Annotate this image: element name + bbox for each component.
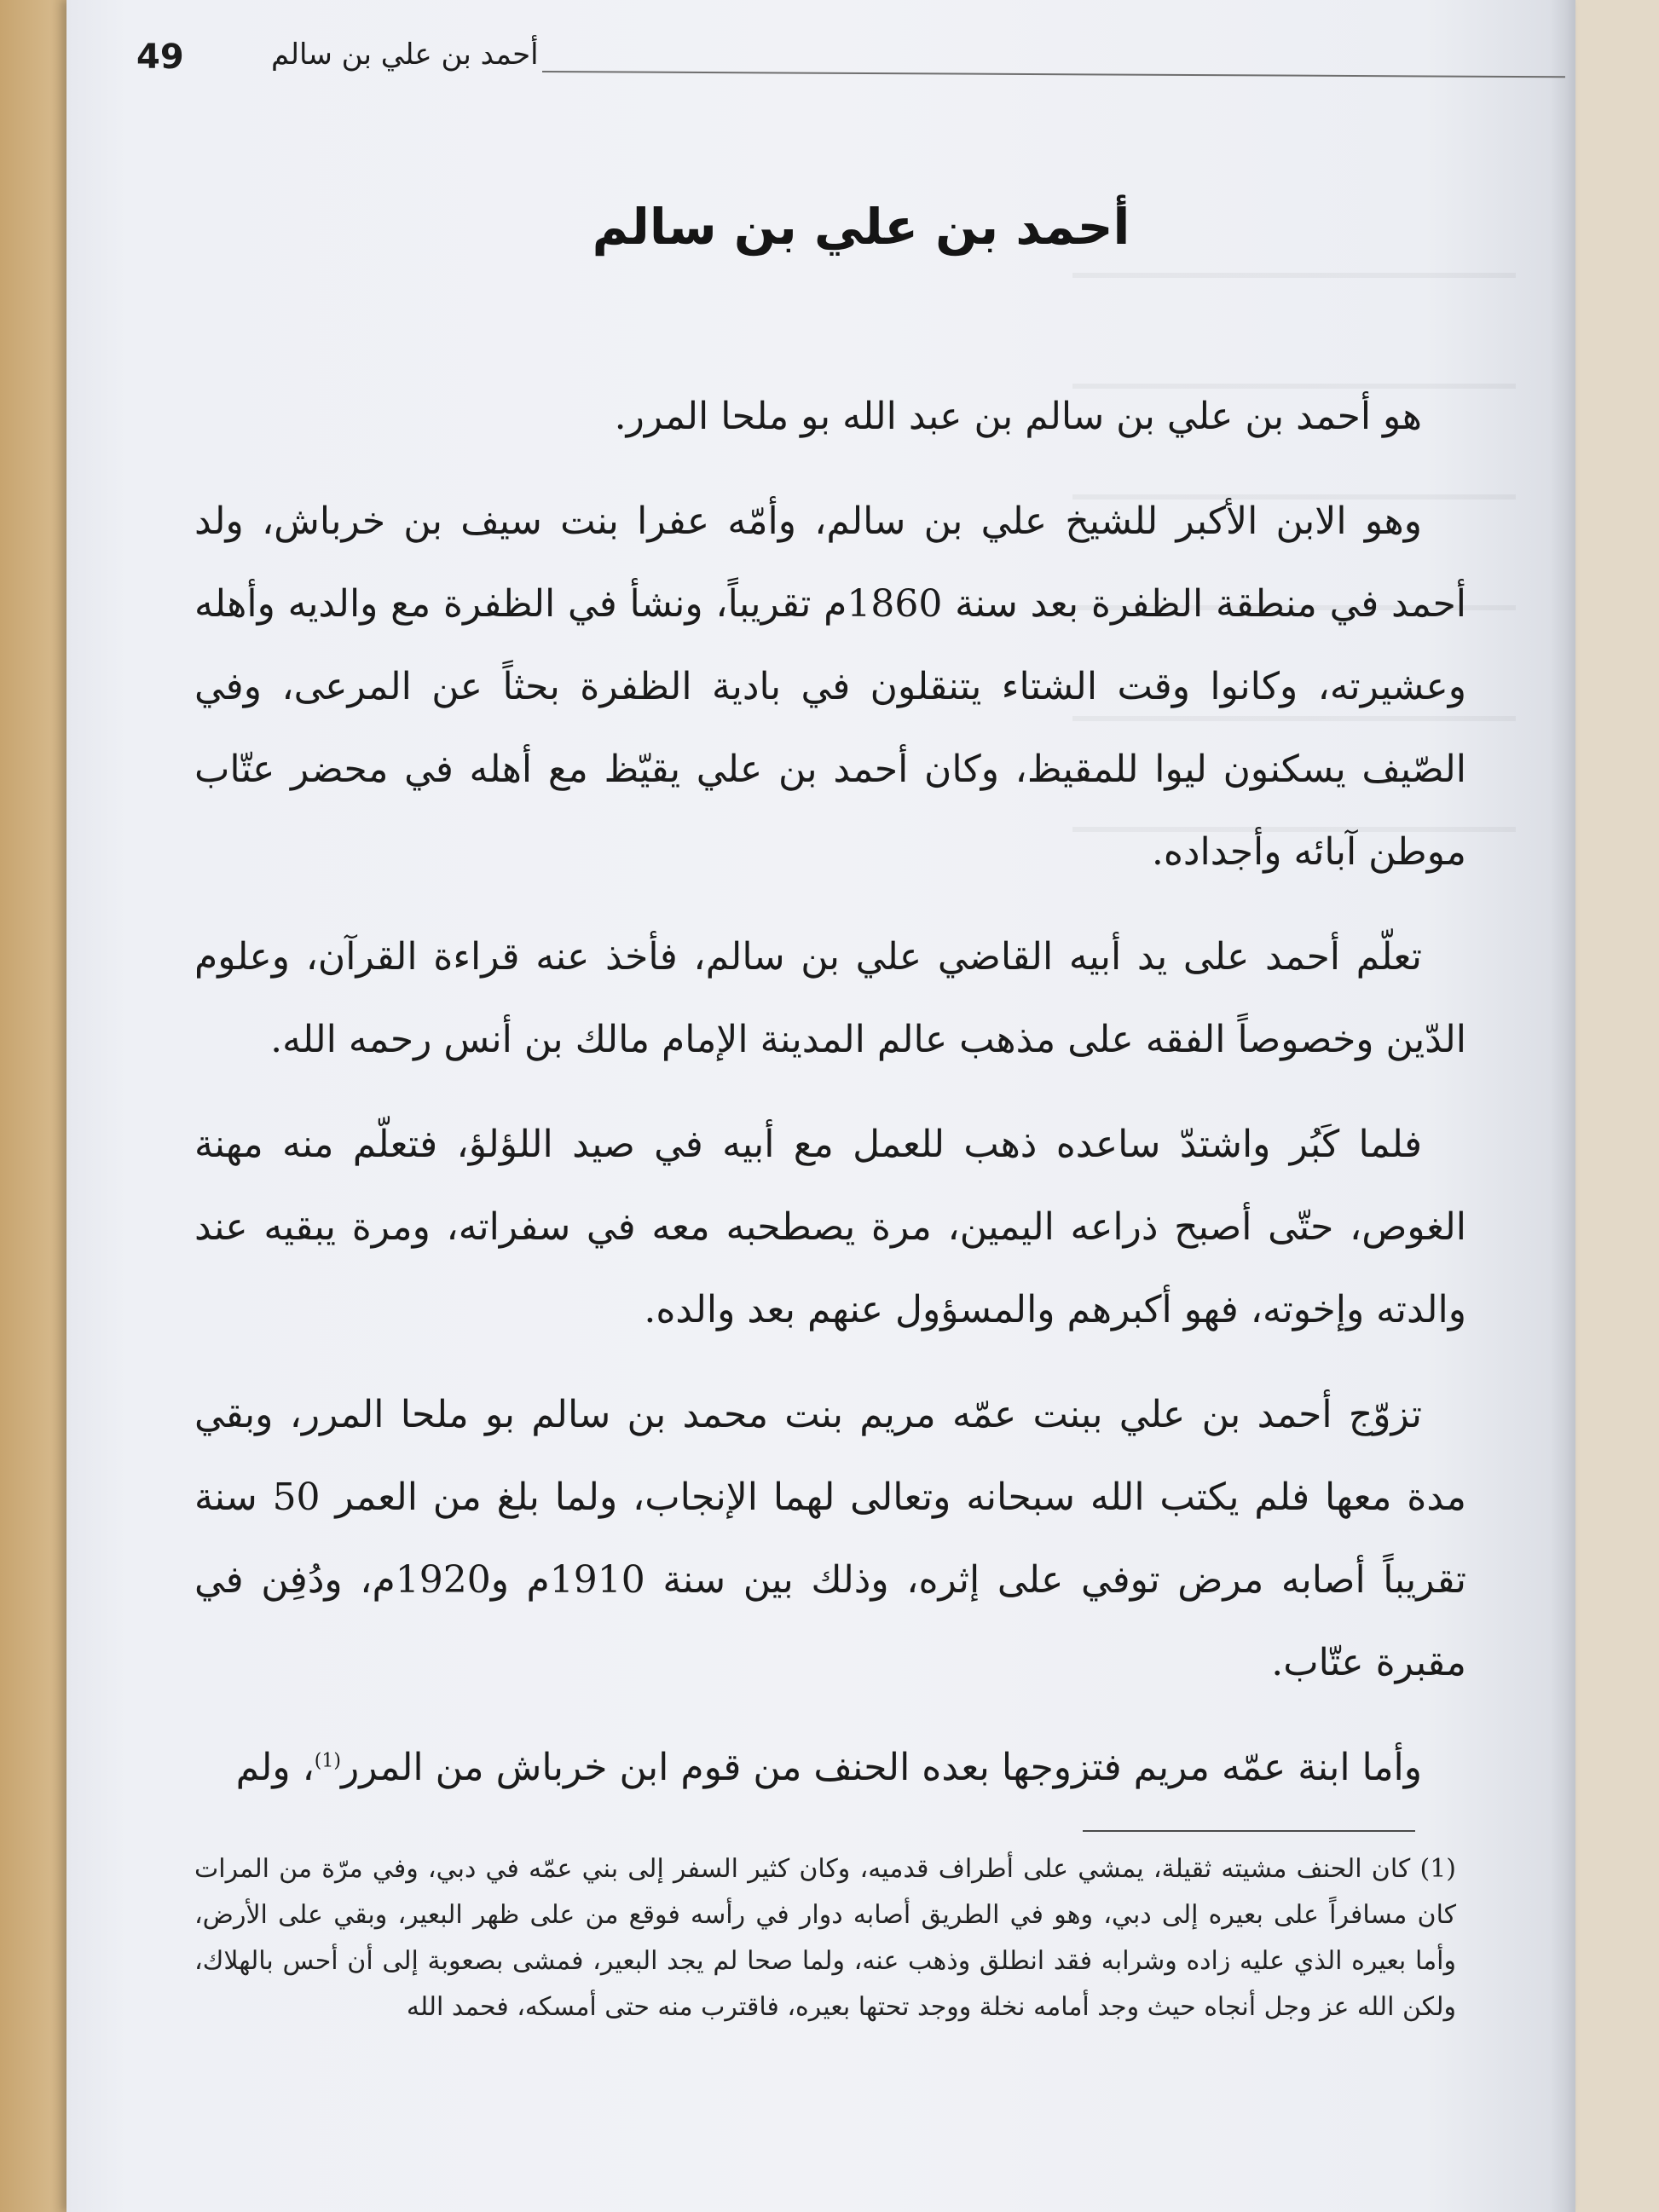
body-text — [194, 375, 1466, 1831]
chapter-title: أحمد بن علي بن سالم — [592, 198, 1130, 256]
footnote — [194, 1846, 1456, 2030]
paragraph-6 — [194, 1726, 1466, 1809]
paragraph-4: فلما كَبُر واشتدّ ساعده ذهب للعمل مع أبيه في صيد اللؤلؤ، فتعلّم منه مهنة الغوص، حتّى أصبح ذراعه اليمين، مرة يصطحبه معه في سفراته، ومرة يبقيه عند والدته وإخوته، فهو أكبرهم والمسؤول عنهم بعد والده. — [194, 1123, 1466, 1331]
page-edge-shadow — [1550, 0, 1575, 2212]
running-title: أحمد بن علي بن سالم — [271, 38, 539, 72]
footnote-rule — [1083, 1830, 1415, 1832]
page-number: 49 — [136, 38, 184, 77]
footnote-text: (1) كان الحنف مشيته ثقيلة، يمشي على أطراف قدميه، وكان كثير السفر إلى بني عمّه في دبي، وفي مرّة من المرات كان مسافراً على بعيره إلى دبي، وهو في الطريق أصابه دوار في رأسه فوقع من على ظهر البعير، وبقي على الأرض، وأما بعيره الذي عليه زاده وشرابه فقد انطلق وذهب عنه، ولما صحا لم يجد البعير، فمشى بصعوبة إلى أن أحس بالهلاك، ولكن الله عز وجل أنجاه حيث وجد أمامه نخلة ووجد تحتها بعيره، فاقترب منه حتى أمسكه، فحمد الله — [194, 1854, 1456, 2022]
paragraph-6-continuation: ، ولم — [235, 1746, 315, 1789]
footnote-marker[interactable]: (1) — [314, 1750, 341, 1772]
paragraph-5: تزوّج أحمد بن علي ببنت عمّه مريم بنت محمد بن سالم بو ملحا المرر، وبقي مدة معها فلم يكتب الله سبحانه وتعالى لهما الإنجاب، ولما بلغ من العمر 50 سنة تقريباً أصابه مرض توفي على إثره، وذلك بين سنة 1910م و1920م، ودُفِن في مقبرة عتّاب. — [194, 1393, 1466, 1684]
paragraph-2: وهو الابن الأكبر للشيخ علي بن سالم، وأمّه عفرا بنت سيف بن خرباش، ولد أحمد في منطقة الظفرة بعد سنة 1860م تقريباً، ونشأ في الظفرة مع والديه وأهله وعشيرته، وكانوا وقت الشتاء يتنقلون في بادية الظفرة بحثاً عن المرعى، وفي الصّيف يسكنون ليوا للمقيظ، وكان أحمد بن علي يقيّظ مع أهله في محضر عتّاب موطن آبائه وأجداده. — [194, 500, 1467, 874]
paragraph-6-text: وأما ابنة عمّه مريم فتزوجها بعده الحنف من قوم ابن خرباش من المرر — [340, 1746, 1422, 1789]
paragraph-3: تعلّم أحمد على يد أبيه القاضي علي بن سالم، فأخذ عنه قراءة القرآن، وعلوم الدّين وخصوصاً الفقه على مذهب عالم المدينة الإمام مالك بن أنس رحمه الله. — [194, 935, 1466, 1061]
paragraph-1: هو أحمد بن علي بن سالم بن عبد الله بو ملحا المرر. — [614, 395, 1422, 438]
